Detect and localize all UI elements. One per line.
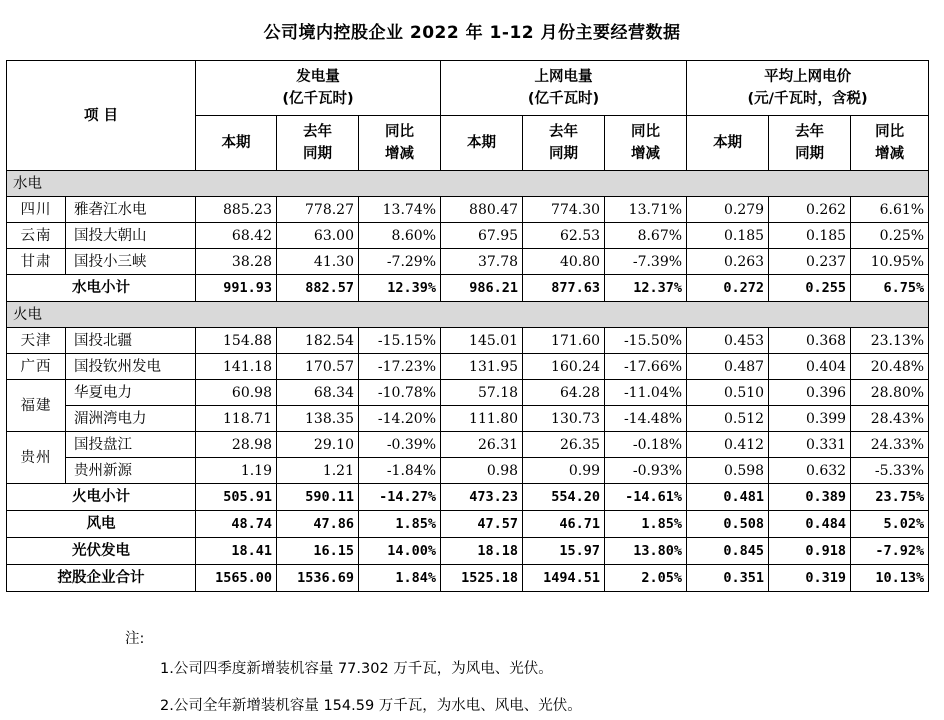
subtotal-row: 水电小计 991.93 882.57 12.39% 986.21 877.63 12.37% 0.272 0.255 6.75%	[7, 275, 929, 302]
value-cell: 28.43%	[851, 406, 929, 432]
plant-cell: 国投北疆	[66, 328, 196, 354]
province-cell: 四川	[7, 197, 66, 223]
table-row	[7, 432, 929, 458]
value-cell: 131.95	[441, 354, 523, 380]
value-cell: -0.18%	[605, 432, 687, 458]
value-cell: 0.262	[769, 197, 851, 223]
table-row	[7, 328, 929, 354]
value-cell: 68.42	[196, 223, 277, 249]
value-cell: 130.73	[523, 406, 605, 432]
value-cell: 0.331	[769, 432, 851, 458]
value-cell: -10.78%	[359, 380, 441, 406]
value-cell: -0.39%	[359, 432, 441, 458]
value-cell: 171.60	[523, 328, 605, 354]
value-cell: 154.88	[196, 328, 277, 354]
value-cell: 0.98	[441, 458, 523, 484]
value-cell: 24.33%	[851, 432, 929, 458]
item-header: 项 目	[7, 61, 196, 171]
generation-header: 发电量 (亿千瓦时)	[196, 61, 441, 116]
value-cell: 8.60%	[359, 223, 441, 249]
notes-heading: 注:	[125, 631, 145, 647]
value-cell: -7.29%	[359, 249, 441, 275]
province-cell: 广西	[7, 354, 66, 380]
value-cell: 0.185	[687, 223, 769, 249]
value-cell: -5.33%	[851, 458, 929, 484]
value-cell: 0.237	[769, 249, 851, 275]
table-row	[7, 380, 929, 406]
value-cell: -15.50%	[605, 328, 687, 354]
value-cell: 880.47	[441, 197, 523, 223]
value-cell: 111.80	[441, 406, 523, 432]
plant-cell: 国投盘江	[66, 432, 196, 458]
value-cell: 0.368	[769, 328, 851, 354]
value-cell: 0.263	[687, 249, 769, 275]
value-cell: 26.31	[441, 432, 523, 458]
value-cell: 28.98	[196, 432, 277, 458]
value-cell: 13.71%	[605, 197, 687, 223]
value-cell: 0.510	[687, 380, 769, 406]
value-cell: 41.30	[277, 249, 359, 275]
page-title: 公司境内控股企业 2022 年 1-12 月份主要经营数据	[263, 23, 681, 43]
province-cell: 天津	[7, 328, 66, 354]
plant-cell: 贵州新源	[66, 458, 196, 484]
section-thermal: 火电	[7, 302, 929, 328]
value-cell: 885.23	[196, 197, 277, 223]
value-cell: 20.48%	[851, 354, 929, 380]
table-row	[7, 249, 929, 275]
value-cell: -14.48%	[605, 406, 687, 432]
value-cell: 778.27	[277, 197, 359, 223]
subheader-row: 本期 去年 同期 同比 增减 本期 去年 同期 同比 增减 本期 去年 同期 同比 增减	[7, 116, 929, 171]
value-cell: 63.00	[277, 223, 359, 249]
value-cell: -0.93%	[605, 458, 687, 484]
price-header: 平均上网电价 (元/千瓦时，含税)	[687, 61, 929, 116]
value-cell: 57.18	[441, 380, 523, 406]
value-cell: 62.53	[523, 223, 605, 249]
value-cell: 60.98	[196, 380, 277, 406]
plant-cell: 国投钦州发电	[66, 354, 196, 380]
plant-cell: 湄洲湾电力	[66, 406, 196, 432]
value-cell: 0.512	[687, 406, 769, 432]
value-cell: 0.396	[769, 380, 851, 406]
note-2: 2.公司全年新增装机容量 154.59 万千瓦，为水电、风电、光伏。	[160, 698, 582, 714]
value-cell: 6.61%	[851, 197, 929, 223]
province-cell: 贵州	[7, 432, 66, 484]
province-cell: 甘肃	[7, 249, 66, 275]
table-row	[7, 197, 929, 223]
value-cell: 138.35	[277, 406, 359, 432]
value-cell: 0.25%	[851, 223, 929, 249]
value-cell: 38.28	[196, 249, 277, 275]
value-cell: 0.404	[769, 354, 851, 380]
value-cell: 68.34	[277, 380, 359, 406]
solar-row: 光伏发电 18.41 16.15 14.00% 18.18 15.97 13.80% 0.845 0.918 -7.92%	[7, 538, 929, 565]
value-cell: 67.95	[441, 223, 523, 249]
value-cell: 8.67%	[605, 223, 687, 249]
value-cell: 160.24	[523, 354, 605, 380]
grid-header: 上网电量 (亿千瓦时)	[441, 61, 687, 116]
value-cell: 170.57	[277, 354, 359, 380]
table-row	[7, 354, 929, 380]
value-cell: 141.18	[196, 354, 277, 380]
plant-cell: 国投大朝山	[66, 223, 196, 249]
value-cell: 1.19	[196, 458, 277, 484]
value-cell: -17.23%	[359, 354, 441, 380]
value-cell: -15.15%	[359, 328, 441, 354]
value-cell: 118.71	[196, 406, 277, 432]
value-cell: 182.54	[277, 328, 359, 354]
value-cell: 37.78	[441, 249, 523, 275]
value-cell: -7.39%	[605, 249, 687, 275]
section-hydro: 水电	[7, 171, 929, 197]
plant-cell: 雅砻江水电	[66, 197, 196, 223]
value-cell: 13.74%	[359, 197, 441, 223]
value-cell: 0.279	[687, 197, 769, 223]
value-cell: 1.21	[277, 458, 359, 484]
value-cell: 0.412	[687, 432, 769, 458]
value-cell: 0.487	[687, 354, 769, 380]
total-row: 控股企业合计 1565.00 1536.69 1.84% 1525.18 1494.51 2.05% 0.351 0.319 10.13%	[7, 565, 929, 592]
province-cell: 云南	[7, 223, 66, 249]
value-cell: 40.80	[523, 249, 605, 275]
value-cell: 23.13%	[851, 328, 929, 354]
value-cell: 145.01	[441, 328, 523, 354]
value-cell: 0.185	[769, 223, 851, 249]
subtotal-row: 火电小计 505.91 590.11 -14.27% 473.23 554.20 -14.61% 0.481 0.389 23.75%	[7, 484, 929, 511]
plant-cell: 华夏电力	[66, 380, 196, 406]
value-cell: 0.99	[523, 458, 605, 484]
value-cell: 0.453	[687, 328, 769, 354]
value-cell: 64.28	[523, 380, 605, 406]
table-row	[7, 223, 929, 249]
plant-cell: 国投小三峡	[66, 249, 196, 275]
value-cell: 774.30	[523, 197, 605, 223]
wind-row: 风电 48.74 47.86 1.85% 47.57 46.71 1.85% 0.508 0.484 5.02%	[7, 511, 929, 538]
value-cell: 26.35	[523, 432, 605, 458]
value-cell: 28.80%	[851, 380, 929, 406]
value-cell: 10.95%	[851, 249, 929, 275]
province-cell: 福建	[7, 380, 66, 432]
value-cell: -11.04%	[605, 380, 687, 406]
value-cell: -14.20%	[359, 406, 441, 432]
operating-data-table	[6, 60, 929, 592]
table-row	[7, 458, 929, 484]
value-cell: -1.84%	[359, 458, 441, 484]
value-cell: 0.632	[769, 458, 851, 484]
value-cell: 0.598	[687, 458, 769, 484]
value-cell: 29.10	[277, 432, 359, 458]
value-cell: 0.399	[769, 406, 851, 432]
value-cell: -17.66%	[605, 354, 687, 380]
note-1: 1.公司四季度新增装机容量 77.302 万千瓦，为风电、光伏。	[160, 661, 553, 677]
table-row	[7, 406, 929, 432]
